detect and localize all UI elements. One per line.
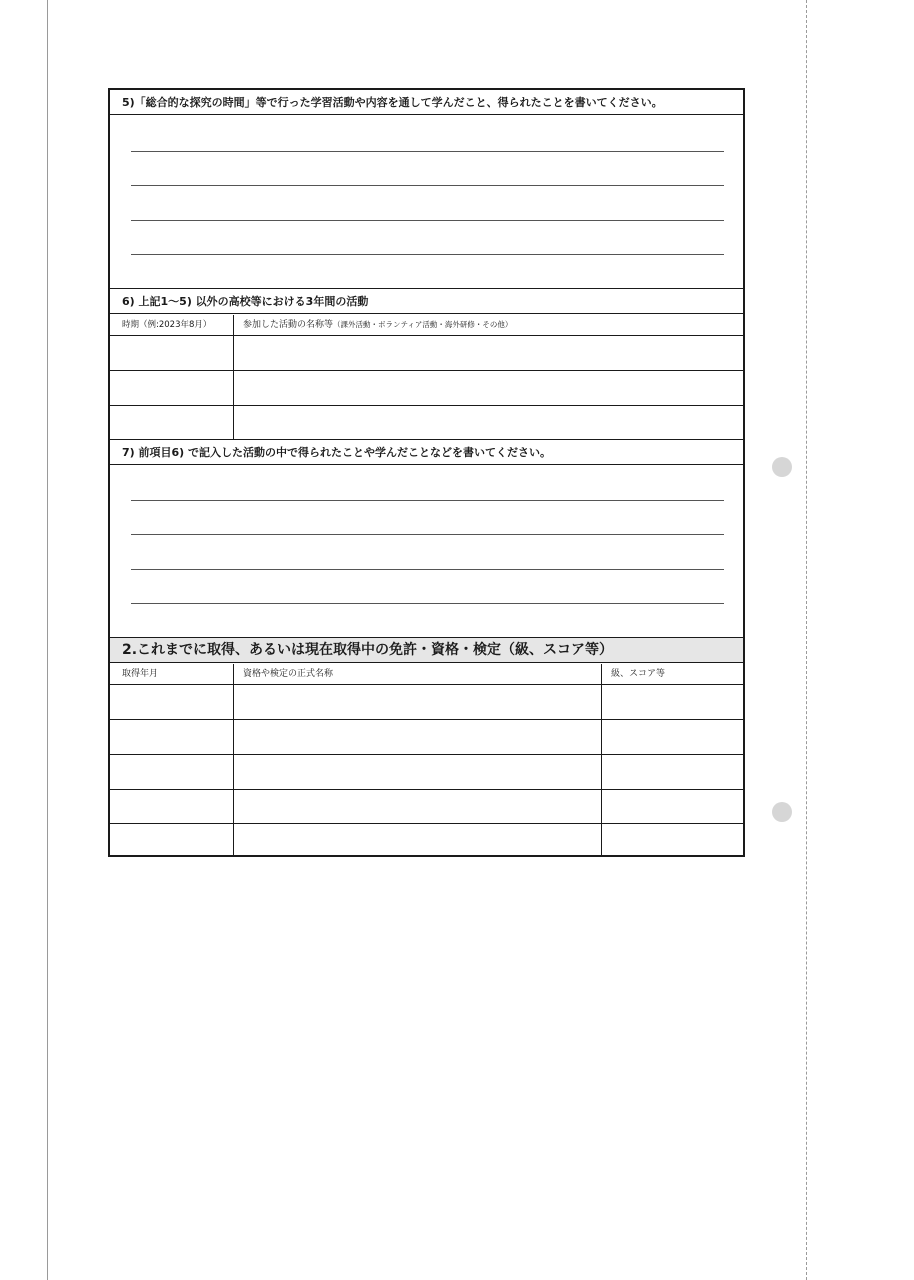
licenses-section-heading: 2.これまでに取得、あるいは現在取得中の免許・資格・検定（級、スコア等） (110, 638, 743, 663)
grade-cell[interactable] (602, 720, 743, 754)
writing-line (131, 569, 724, 570)
name-column-header: 資格や検定の正式名称 (243, 669, 334, 679)
activity-column-note: （課外活動・ボランティア活動・海外研修・その他） (333, 320, 513, 329)
grade-cell[interactable] (602, 824, 743, 855)
name-cell[interactable] (234, 790, 601, 823)
activity-cell[interactable] (234, 336, 743, 370)
activity-cell[interactable] (234, 406, 743, 439)
section-5-heading: 5)「総合的な探究の時間」等で行った学習活動や内容を通して学んだこと、得られたことを書いてください。 (110, 90, 743, 115)
section-5-writing-area[interactable] (110, 115, 743, 288)
name-cell[interactable] (234, 824, 601, 855)
punch-hole-bottom (772, 802, 792, 822)
date-cell[interactable] (110, 755, 233, 789)
date-cell[interactable] (110, 824, 233, 855)
activity-cell[interactable] (234, 371, 743, 405)
section-7-heading: 7) 前項目6) で記入した活動の中で得られたことや学んだことなどを書いてください。 (110, 440, 743, 465)
writing-line (131, 534, 724, 535)
grade-cell[interactable] (602, 685, 743, 719)
period-cell[interactable] (110, 336, 233, 370)
writing-line (131, 220, 724, 221)
writing-line (131, 603, 724, 604)
writing-line (131, 254, 724, 255)
name-cell[interactable] (234, 720, 601, 754)
activity-column-header (243, 315, 512, 335)
writing-line (131, 185, 724, 186)
date-cell[interactable] (110, 790, 233, 823)
date-cell[interactable] (110, 720, 233, 754)
name-cell[interactable] (234, 755, 601, 789)
page-margin-line (47, 0, 48, 1280)
application-form (108, 88, 745, 857)
grade-column-header: 級、スコア等 (611, 669, 666, 679)
grade-cell[interactable] (602, 755, 743, 789)
section-6-heading: 6) 上記1〜5) 以外の高校等における3年間の活動 (110, 289, 743, 314)
perforation-line (806, 0, 807, 1280)
period-cell[interactable] (110, 406, 233, 439)
writing-line (131, 151, 724, 152)
period-cell[interactable] (110, 371, 233, 405)
activity-column-label: 参加した活動の名称等 (243, 320, 334, 330)
date-column-header: 取得年月 (122, 669, 159, 679)
punch-hole-top (772, 457, 792, 477)
grade-cell[interactable] (602, 790, 743, 823)
name-cell[interactable] (234, 685, 601, 719)
column-divider (601, 664, 602, 855)
section-7-writing-area[interactable] (110, 465, 743, 637)
writing-line (131, 500, 724, 501)
period-column-header: 時期（例:2023年8月） (122, 320, 212, 330)
column-divider (233, 315, 234, 439)
column-divider (233, 664, 234, 855)
date-cell[interactable] (110, 685, 233, 719)
